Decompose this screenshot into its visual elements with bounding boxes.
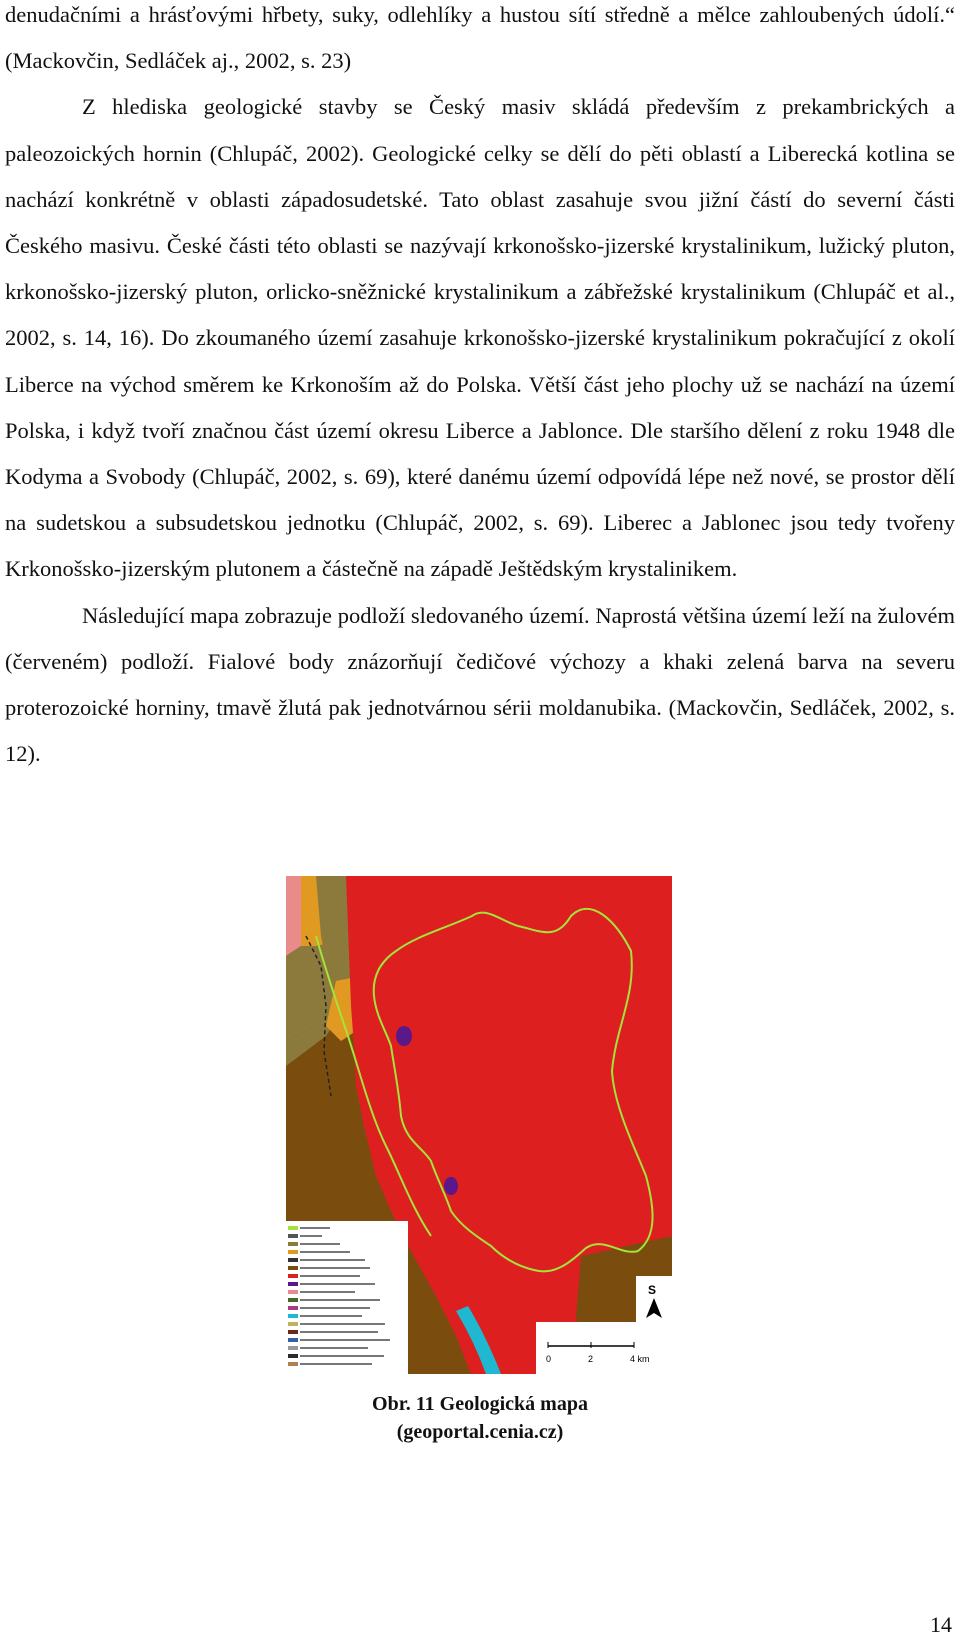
paragraph-2: Z hlediska geologické stavby se Český masiv skládá především z prekambrických a paleozoických hornin (Chlupáč, 2002). Geologické celky se dělí do pěti oblastí a Liberecká kotlina se nachází konkrétně v oblasti západosudetské. Tato oblast zasahuje svou jižní částí do severní části Českého masivu. České části této oblasti se nazývají krkonošsko-jizerské krystalinikum, lužický pluton, krkonošsko-jizerský pluton, orlicko-sněžnické krystalinikum a zábřežské krystalinikum (Chlupáč et al., 2002, s. 14, 16). Do zkoumaného území zasahuje krkonošsko-jizerské krystalinikum pokračující z okolí Liberce na východ směrem ke Krkonoším až do Polska. Větší část jeho plochy už se nachází na území Polska, i když tvoří značnou část území okresu Liberce a Jablonce. Dle staršího dělení z roku 1948 dle Kodyma a Svobody (Chlupáč, 2002, s. 69), které danému území odpovídá lépe než nové, se prostor dělí na sudetskou a subsudetskou jednotku (Chlupáč, 2002, s. 69). Liberec a Jablonec jsou tedy tvořeny Krkonošsko-jizerským plutonem a částečně na západě Ještědským krystalinikem. bbox=[5, 94, 955, 582]
paragraph-3: Následující mapa zobrazuje podloží sledovaného území. Naprostá většina území leží na žulovém (červeném) podloží. Fialové body znázorňují čedičové výchozy a khaki zelená barva na severu proterozoické horniny, tmavě žlutá pak jednotvárnou sérii moldanubika. (Mackovčin, Sedláček, 2002, s. 12). bbox=[5, 602, 955, 767]
figure-caption bbox=[280, 1390, 680, 1446]
geological-map bbox=[286, 876, 672, 1374]
scale-label-0: 0 bbox=[546, 1354, 552, 1364]
map-basalt-point bbox=[396, 1026, 412, 1046]
paragraph-1: denudačními a hrásťovými hřbety, suky, odlehlíky a hustou sítí středně a mělce zahloubených údolí.“ (Mackovčin, Sedláček aj., 2002, s. 23) bbox=[5, 2, 955, 74]
body-text bbox=[5, 0, 955, 777]
caption-line-2: (geoportal.cenia.cz) bbox=[396, 1421, 564, 1443]
map-pink-zone bbox=[286, 876, 301, 956]
scale-label-2: 2 bbox=[588, 1354, 594, 1364]
map-scale-box bbox=[536, 1322, 672, 1374]
north-label: S bbox=[648, 1283, 657, 1297]
scale-label-4: 4 km bbox=[630, 1354, 650, 1364]
caption-line-1: Obr. 11 Geologická mapa bbox=[372, 1393, 588, 1415]
map-basalt-point bbox=[444, 1177, 458, 1195]
page-number: 14 bbox=[930, 1612, 952, 1637]
